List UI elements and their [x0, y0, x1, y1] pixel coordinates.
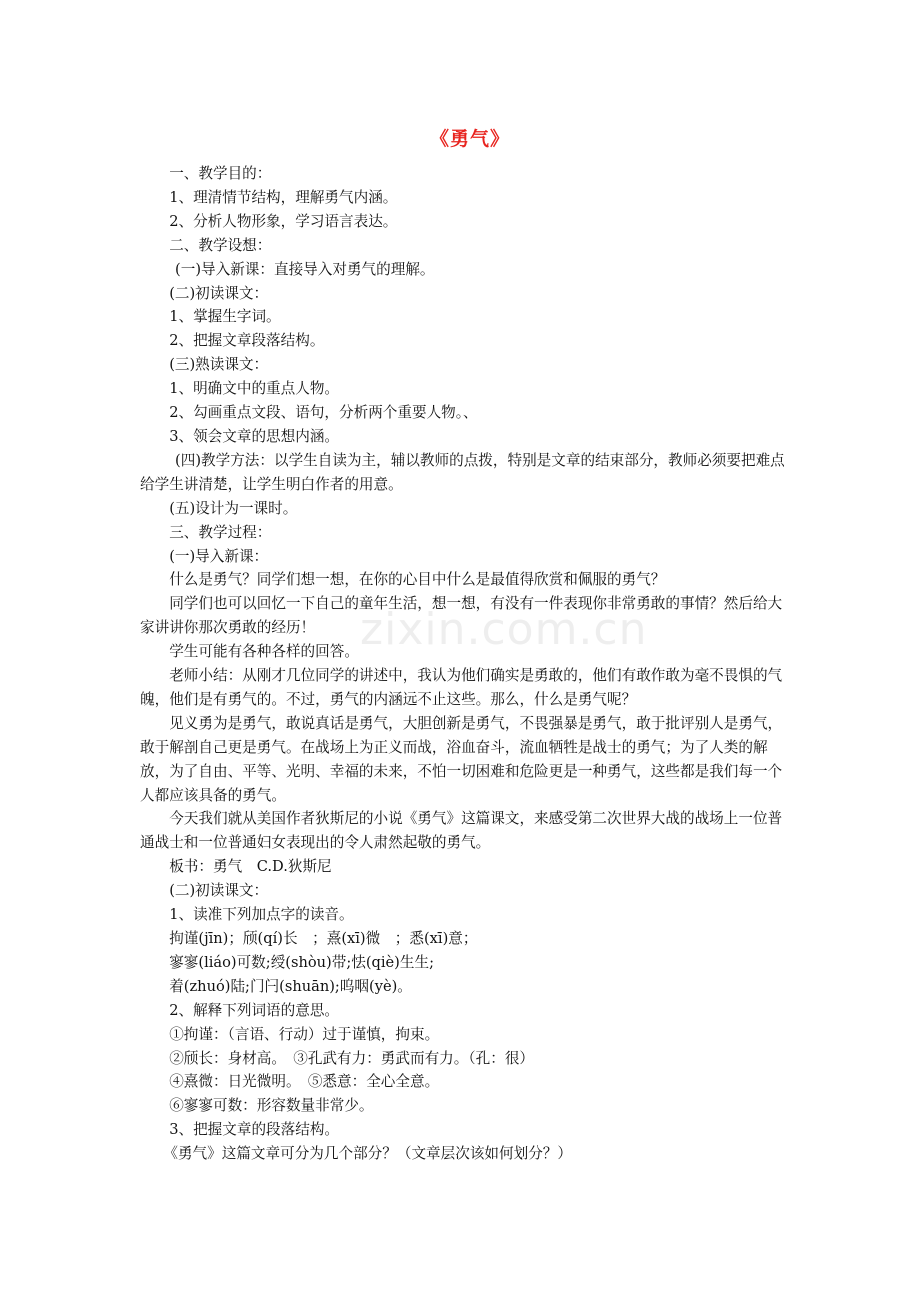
design-subitem: 2、把握文章段落结构。: [169, 332, 325, 350]
heading-teaching-process: 三、教学过程：: [169, 523, 272, 541]
body-paragraph: 老师小结：从刚才几位同学的讲述中，我认为他们确实是勇敢的，他们有敢作敢为毫不畏惧的气魄，他们是有勇气的。不过，勇气的内涵远不止这些。那么，什么是勇气呢？: [140, 667, 783, 708]
body-paragraph: 同学们也可以回忆一下自己的童年生活，想一想，有没有一件表现你非常勇敢的事情？然后给大家讲讲你那次勇敢的经历！: [140, 595, 783, 637]
document-title: 《勇气》: [429, 128, 510, 150]
watermark: zixin.com.cn: [360, 604, 648, 655]
definition-line: ②颀长：身材高。 ③孔武有力：勇武而有力。（孔：很）: [169, 1049, 535, 1067]
design-subitem: 2、勾画重点文段、语句，分析两个重要人物。、: [169, 404, 478, 422]
design-subitem: 1、掌握生字词。: [169, 308, 281, 326]
body-paragraph: 今天我们就从美国作者狄斯尼的小说《勇气》这篇课文，来感受第二次世界大战的战场上一位普通战士和一位普通妇女表现出的令人肃然起敬的勇气。: [140, 810, 783, 852]
definition-line: ④熹微：日光微明。 ⑤悉意：全心全意。: [169, 1073, 440, 1091]
definition-line: ⑥寥寥可数：形容数量非常少。: [169, 1097, 374, 1115]
goal-item: 2、分析人物形象，学习语言表达。: [169, 212, 398, 230]
design-subitem: 3、领会文章的思想内涵。: [169, 427, 340, 445]
design-item: (一)导入新课：直接导入对勇气的理解。: [175, 260, 435, 278]
design-item: (二)初读课文：: [169, 284, 269, 302]
design-item: (五)设计为一课时。: [169, 499, 298, 517]
process-subitem: 2、解释下列词语的意思。: [169, 1001, 340, 1019]
definition-line: ①拘谨：（言语、行动）过于谨慎，拘束。: [169, 1025, 440, 1043]
process-item: (二)初读课文：: [169, 882, 269, 900]
design-item: (三)熟读课文：: [169, 356, 269, 374]
pronunciation-line: 寥寥(liáo)可数;绶(shòu)带;怯(qiè)生生;: [169, 953, 434, 971]
body-paragraph: 什么是勇气？同学们想一想，在你的心目中什么是最值得欣赏和佩服的勇气？: [169, 571, 666, 589]
heading-teaching-design: 二、教学设想：: [169, 236, 272, 254]
design-subitem: 1、明确文中的重点人物。: [169, 380, 340, 398]
process-subitem: 3、把握文章的段落结构。: [169, 1121, 340, 1139]
process-subitem: 1、读准下列加点字的读音。: [169, 906, 354, 924]
heading-teaching-goals: 一、教学目的：: [169, 165, 272, 182]
process-item: (一)导入新课：: [169, 547, 269, 565]
body-paragraph: 学生可能有各种各样的回答。: [169, 643, 359, 661]
body-paragraph: 见义勇为是勇气，敢说真话是勇气，大胆创新是勇气，不畏强暴是勇气，敢于批评别人是勇气，敢于解剖自己更是勇气。在战场上为正义而战，浴血奋斗，流血牺牲是战士的勇气；为了人类的解放，为了自由、平等、光明、幸福的未来，不怕一切困难和危险更是一种勇气，这些都是我们每一个人都应该具备的勇气。: [140, 714, 783, 804]
goal-item: 1、理清情节结构，理解勇气内涵。: [169, 188, 398, 206]
body-paragraph: 《勇气》这篇文章可分为几个部分？（文章层次该如何划分？）: [163, 1145, 572, 1163]
document-body: [140, 162, 786, 1166]
blackboard-note: 板书：勇气 C.D.狄斯尼: [169, 858, 332, 876]
design-item: (四)教学方法：以学生自读为主，辅以教师的点拨，特别是文章的结束部分，教师必须要把难点给学生讲清楚，让学生明白作者的用意。: [140, 451, 785, 493]
pronunciation-line: 着(zhuó)陆;门闩(shuān);呜咽(yè)。: [169, 977, 412, 995]
pronunciation-line: 拘谨(jīn)；颀(qí)长 ；熹(xī)微 ；悉(xī)意；: [169, 930, 478, 947]
